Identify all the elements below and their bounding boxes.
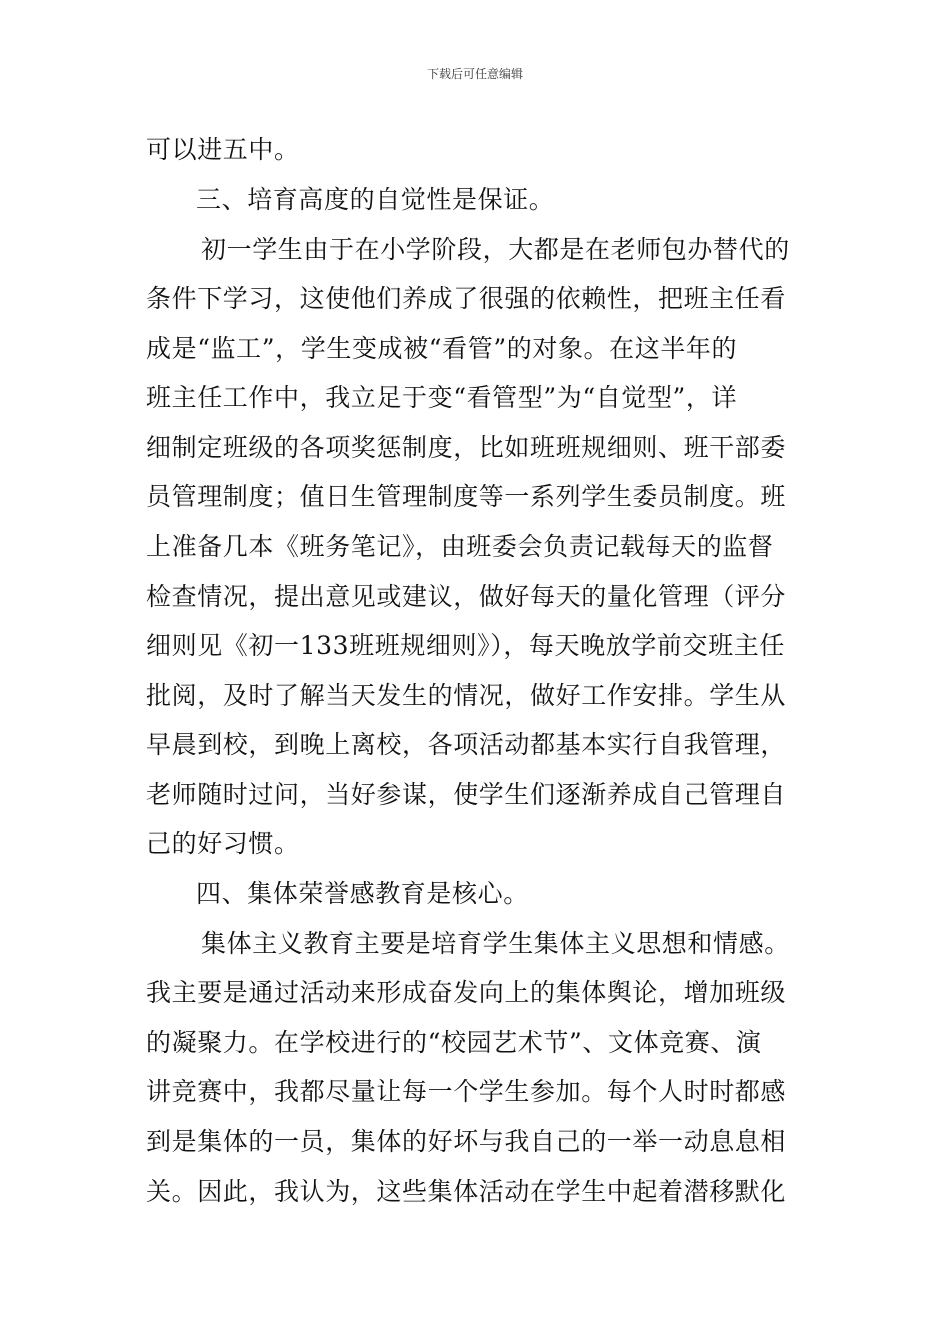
text-line: 初一学生由于在小学阶段，大都是在老师包办替代的 [201, 235, 790, 264]
text-line: 关。因此，我认为，这些集体活动在学生中起着潜移默化 [146, 1177, 787, 1206]
text-line: 讲竞赛中，我都尽量让每一个学生参加。每个人时时都感 [146, 1077, 787, 1106]
text-line: 批阅，及时了解当天发生的情况，做好工作安排。学生从 [146, 681, 787, 710]
text-line: 老师随时过问，当好参谋，使学生们逐渐养成自己管理自 [146, 780, 787, 809]
text-line: 细制定班级的各项奖惩制度，比如班班规细则、班干部委 [146, 433, 787, 462]
text-line: 早晨到校，到晚上离校，各项活动都基本实行自我管理， [146, 730, 787, 759]
text-line: 班主任工作中，我立足于变“看管型”为“自觉型”，详 [146, 383, 738, 412]
text-line: 上准备几本《班务笔记》，由班委会负责记载每天的监督 [146, 532, 774, 561]
text-line: 的凝聚力。在学校进行的“校园艺术节”、文体竞赛、演 [146, 1028, 762, 1057]
text-line: 条件下学习，这使他们养成了很强的依赖性，把班主任看 [146, 284, 787, 313]
text-line: 我主要是通过活动来形成奋发向上的集体舆论，增加班级 [146, 978, 787, 1007]
text-line: 可以进五中。 [146, 135, 300, 164]
text-line: 成是“监工”，学生变成被“看管”的对象。在这半年的 [146, 334, 738, 363]
page-header: 下载后可任意编辑 [426, 67, 523, 81]
text-line: 己的好习惯。 [146, 829, 300, 858]
text-line: 检查情况，提出意见或建议，做好每天的量化管理（评分 [146, 582, 787, 611]
text-line: 细则见《初一133班班规细则》），每天晚放学前交班主任 [146, 631, 785, 660]
section-heading: 四、集体荣誉感教育是核心。 [196, 879, 529, 908]
text-line: 员管理制度；值日生管理制度等一系列学生委员制度。班 [146, 482, 787, 511]
text-line: 到是集体的一员，集体的好坏与我自己的一举一动息息相 [146, 1127, 787, 1156]
section-heading: 三、培育高度的自觉性是保证。 [196, 185, 555, 214]
text-line: 集体主义教育主要是培育学生集体主义思想和情感。 [201, 929, 790, 958]
